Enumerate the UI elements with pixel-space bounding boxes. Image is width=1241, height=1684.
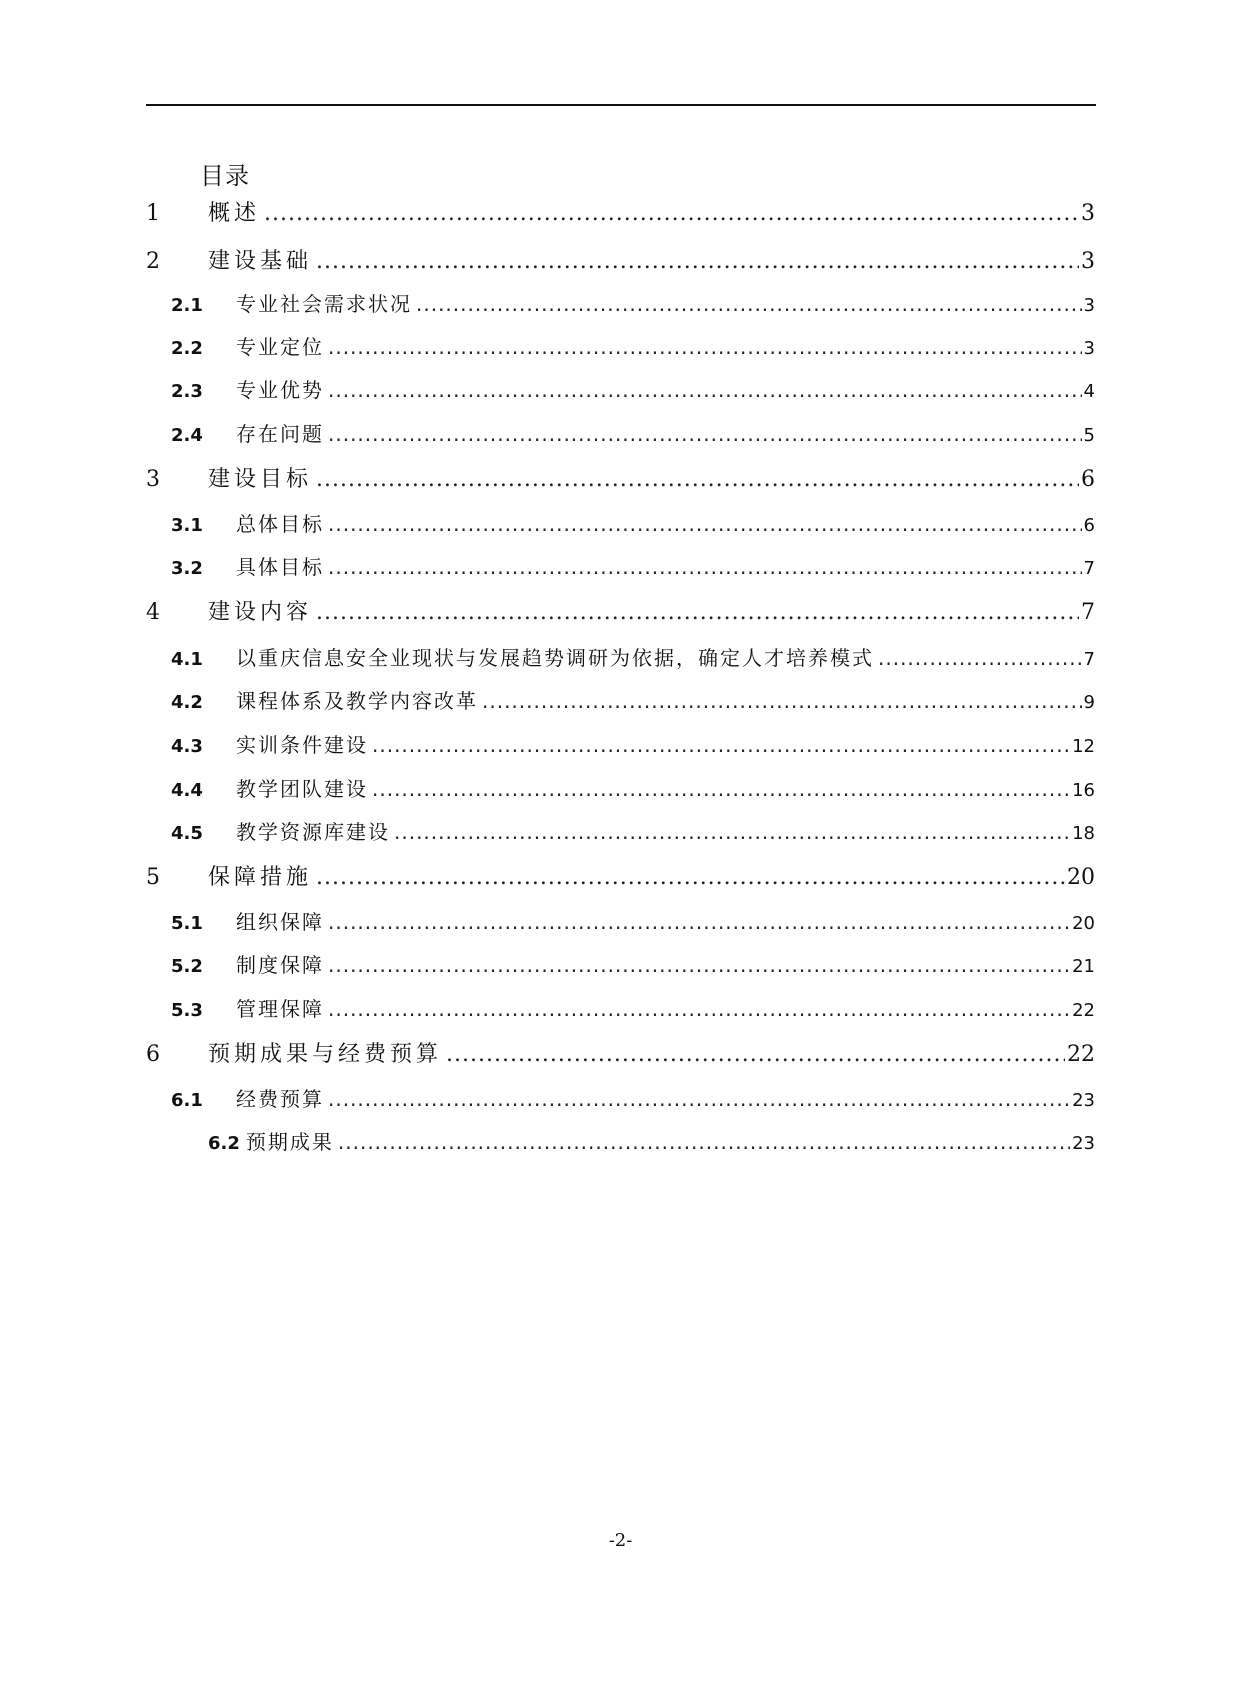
toc-dot-leader bbox=[446, 1042, 1065, 1067]
toc-entry-page: 6 bbox=[1083, 515, 1095, 536]
toc-entry-title: 存在问题 bbox=[236, 422, 324, 446]
toc-dot-leader bbox=[264, 201, 1079, 226]
toc-entry-number: 6.2 bbox=[208, 1133, 240, 1154]
toc-dot-leader bbox=[316, 600, 1079, 625]
toc-entry-page: 21 bbox=[1072, 956, 1095, 977]
toc-entry[interactable] bbox=[171, 1083, 1095, 1112]
toc-entry-title: 建设内容 bbox=[208, 600, 313, 625]
toc-entry-number: 4.1 bbox=[171, 649, 203, 670]
toc-entry-page: 6 bbox=[1081, 467, 1095, 492]
toc-entry-page: 23 bbox=[1072, 1090, 1095, 1111]
toc-entry-title: 专业优势 bbox=[236, 378, 324, 402]
toc-entry-title: 课程体系及教学内容改革 bbox=[236, 689, 478, 713]
toc-entry[interactable] bbox=[171, 331, 1095, 360]
toc-entry[interactable] bbox=[146, 196, 1095, 227]
toc-entry-page: 3 bbox=[1081, 249, 1095, 274]
toc-entry-title: 建设基础 bbox=[208, 249, 313, 274]
toc-dot-leader bbox=[328, 997, 1070, 1021]
toc-entry-title: 预期成果 bbox=[245, 1130, 334, 1154]
toc-entry-page: 9 bbox=[1083, 692, 1095, 713]
toc-entry-number: 5.2 bbox=[171, 956, 203, 977]
toc-entry-title: 专业定位 bbox=[236, 335, 324, 359]
toc-entry-page: 3 bbox=[1081, 201, 1095, 226]
toc-entry[interactable] bbox=[171, 508, 1095, 537]
toc-entry-title: 保障措施 bbox=[208, 865, 313, 890]
toc-entry-title: 总体目标 bbox=[236, 512, 324, 536]
toc-entry-number: 5.1 bbox=[171, 913, 203, 934]
toc-entry-page: 7 bbox=[1081, 600, 1095, 625]
toc-dot-leader bbox=[328, 512, 1082, 536]
toc-entry[interactable] bbox=[171, 906, 1095, 935]
page-number: -2- bbox=[608, 1530, 633, 1551]
toc-entry-title: 组织保障 bbox=[236, 910, 324, 934]
toc-dot-leader bbox=[372, 733, 1070, 757]
toc-entry[interactable] bbox=[171, 642, 1095, 671]
toc-entry-title: 具体目标 bbox=[236, 555, 324, 579]
toc-entry-page: 16 bbox=[1072, 780, 1095, 801]
toc-entry-page: 20 bbox=[1067, 865, 1095, 890]
toc-entry[interactable] bbox=[146, 595, 1095, 626]
toc-entry-number: 3.2 bbox=[171, 558, 203, 579]
toc-dot-leader bbox=[328, 555, 1082, 579]
toc-dot-leader bbox=[878, 646, 1082, 670]
toc-entry-page: 12 bbox=[1072, 736, 1095, 757]
toc-dot-leader bbox=[316, 865, 1065, 890]
toc-dot-leader bbox=[338, 1130, 1070, 1154]
toc-entry[interactable] bbox=[146, 462, 1095, 493]
toc-entry-number: 2.2 bbox=[171, 338, 203, 359]
toc-entry-number: 6 bbox=[146, 1042, 160, 1067]
toc-entry[interactable] bbox=[171, 993, 1095, 1022]
toc-entry-page: 22 bbox=[1067, 1042, 1095, 1067]
toc-entry-title: 教学团队建设 bbox=[236, 777, 368, 801]
toc-entry-number: 3.1 bbox=[171, 515, 203, 536]
toc-dot-leader bbox=[316, 249, 1079, 274]
toc-entry-page: 5 bbox=[1083, 425, 1095, 446]
toc-entry[interactable] bbox=[171, 729, 1095, 758]
toc-entry-number: 4.3 bbox=[171, 736, 203, 757]
toc-entry[interactable] bbox=[146, 1037, 1095, 1068]
toc-dot-leader bbox=[328, 953, 1070, 977]
toc-entry-page: 22 bbox=[1072, 1000, 1095, 1021]
toc-entry-page: 3 bbox=[1083, 295, 1095, 316]
toc-entry[interactable] bbox=[171, 288, 1095, 317]
toc-entry[interactable] bbox=[171, 418, 1095, 447]
toc-dot-leader bbox=[316, 467, 1079, 492]
toc-entry[interactable] bbox=[171, 773, 1095, 802]
toc-dot-leader bbox=[482, 689, 1082, 713]
toc-entry-title: 经费预算 bbox=[236, 1087, 324, 1111]
toc-entry-number: 6.1 bbox=[171, 1090, 203, 1111]
toc-entry-title: 概述 bbox=[208, 201, 261, 226]
toc-entry-number: 5.3 bbox=[171, 1000, 203, 1021]
toc-entry-title: 预期成果与经费预算 bbox=[208, 1042, 443, 1067]
toc-entry-number: 3 bbox=[146, 467, 160, 492]
toc-entry[interactable] bbox=[171, 551, 1095, 580]
toc-entry[interactable] bbox=[171, 374, 1095, 403]
toc-entry-title: 专业社会需求状况 bbox=[236, 292, 412, 316]
toc-entry-number: 2 bbox=[146, 249, 160, 274]
toc-entry-number: 4 bbox=[146, 600, 160, 625]
toc-dot-leader bbox=[328, 1087, 1070, 1111]
toc-dot-leader bbox=[416, 292, 1082, 316]
toc-entry[interactable] bbox=[171, 816, 1095, 845]
toc-entry-number: 1 bbox=[146, 201, 160, 226]
toc-entry[interactable] bbox=[171, 685, 1095, 714]
toc-dot-leader bbox=[328, 910, 1070, 934]
toc-entry-number: 5 bbox=[146, 865, 160, 890]
toc-entry-title: 实训条件建设 bbox=[236, 733, 368, 757]
toc-entry-title: 制度保障 bbox=[236, 953, 324, 977]
toc-entry-page: 18 bbox=[1072, 823, 1095, 844]
toc-entry-page: 20 bbox=[1072, 913, 1095, 934]
toc-dot-leader bbox=[328, 378, 1082, 402]
toc-entry[interactable] bbox=[146, 244, 1095, 275]
toc-dot-leader bbox=[328, 422, 1082, 446]
toc-entry-title: 教学资源库建设 bbox=[236, 820, 390, 844]
toc-entry[interactable] bbox=[146, 860, 1095, 891]
toc-entry-page: 7 bbox=[1083, 649, 1095, 670]
toc-entry[interactable] bbox=[208, 1126, 1095, 1155]
toc-entry-number: 4.4 bbox=[171, 780, 203, 801]
toc-heading: 目录 bbox=[200, 162, 250, 190]
toc-dot-leader bbox=[394, 820, 1070, 844]
toc-entry-number: 2.3 bbox=[171, 381, 203, 402]
toc-entry-number: 4.2 bbox=[171, 692, 203, 713]
toc-dot-leader bbox=[372, 777, 1070, 801]
toc-entry[interactable] bbox=[171, 949, 1095, 978]
toc-entry-number: 2.4 bbox=[171, 425, 203, 446]
toc-entry-number: 2.1 bbox=[171, 295, 203, 316]
toc-entry-title: 管理保障 bbox=[236, 997, 324, 1021]
toc-entry-page: 4 bbox=[1083, 381, 1095, 402]
toc-dot-leader bbox=[328, 335, 1082, 359]
toc-entry-title: 建设目标 bbox=[208, 467, 313, 492]
toc-entry-number: 4.5 bbox=[171, 823, 203, 844]
toc-entry-page: 3 bbox=[1083, 338, 1095, 359]
toc-entry-page: 23 bbox=[1072, 1133, 1095, 1154]
header-rule bbox=[146, 104, 1096, 106]
toc-entry-page: 7 bbox=[1083, 558, 1095, 579]
toc-entry-title: 以重庆信息安全业现状与发展趋势调研为依据，确定人才培养模式 bbox=[236, 646, 874, 670]
